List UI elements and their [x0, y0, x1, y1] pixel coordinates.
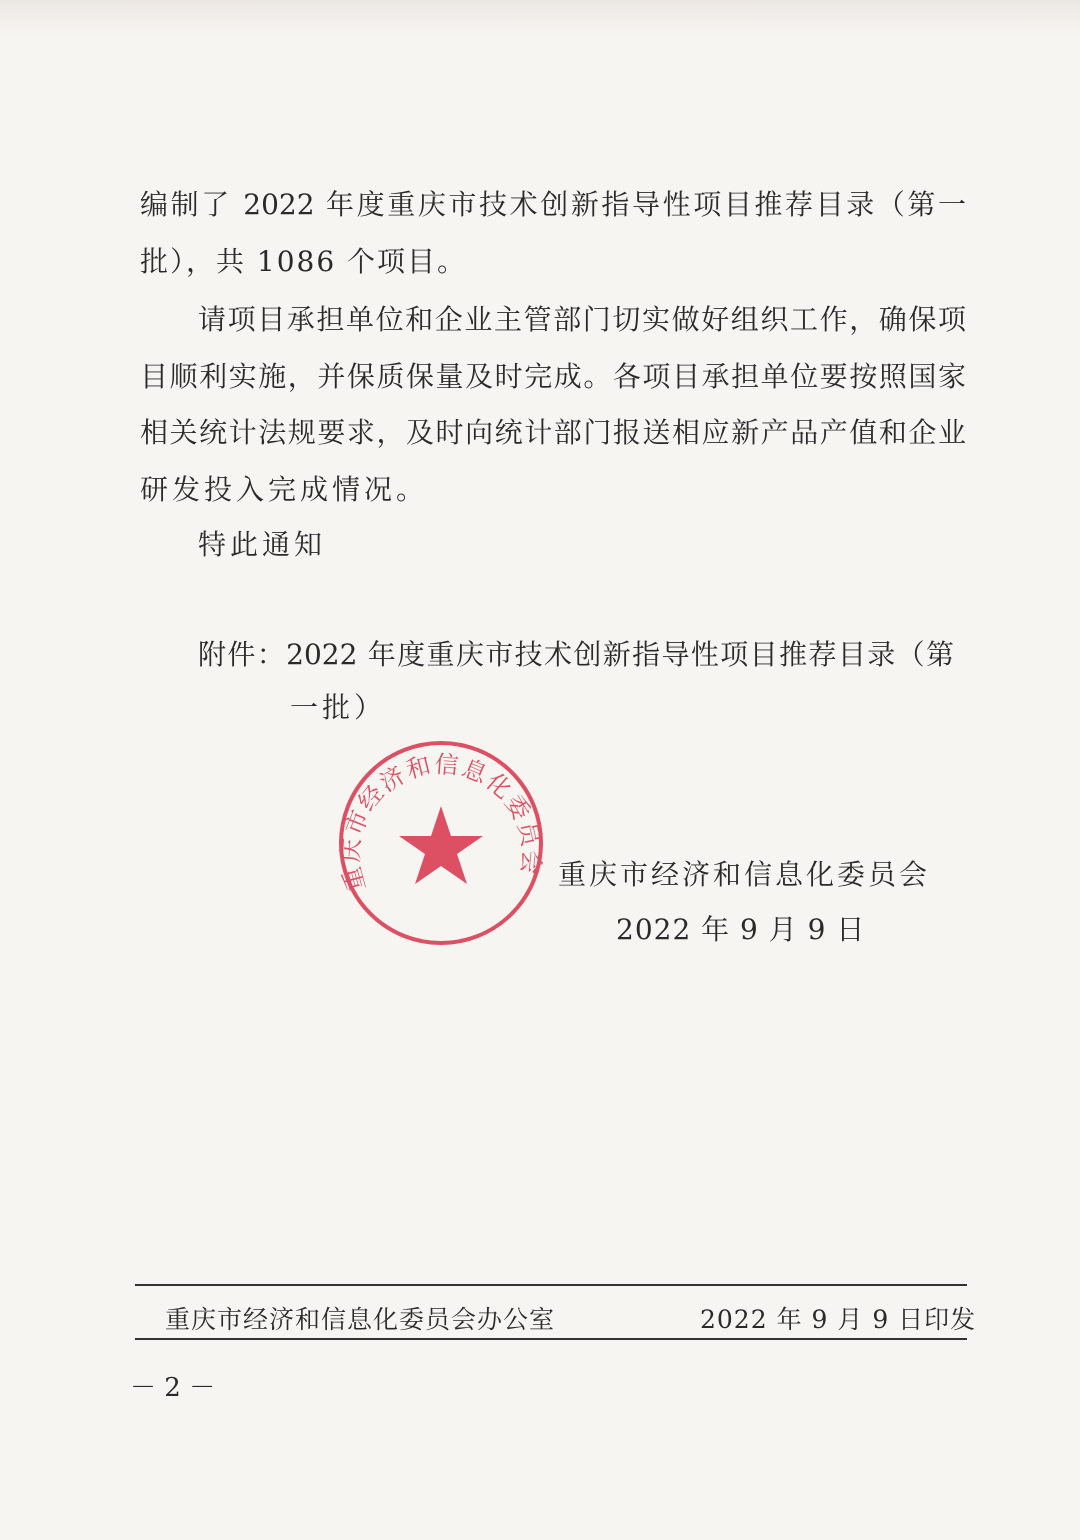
- footer-top-rule: [135, 1284, 967, 1286]
- official-seal: [336, 738, 546, 948]
- seal-text: 重庆市经济和信息化委员会: [336, 750, 546, 895]
- footer-issuer: 重庆市经济和信息化委员会办公室: [165, 1305, 556, 1334]
- signature-org: 重庆市经济和信息化委员会: [558, 858, 931, 891]
- signature-date: 2022 年 9 月 9 日: [616, 913, 866, 946]
- para2-line3: 相关统计法规要求，及时向统计部门报送相应新产品产值和企业: [140, 416, 966, 449]
- attachment-line1: 附件：2022 年度重庆市技术创新指导性项目推荐目录（第: [198, 638, 954, 671]
- footer-issue-date: 2022 年 9 月 9 日印发: [700, 1305, 977, 1334]
- para2-line2: 目顺利实施，并保质保量及时完成。各项目承担单位要按照国家: [140, 360, 966, 393]
- attachment-line2: 一批）: [290, 691, 387, 724]
- para1-line1: 编制了 2022 年度重庆市技术创新指导性项目推荐目录（第一: [140, 188, 966, 221]
- closing: 特此通知: [198, 528, 327, 561]
- para2-line4: 研发投入完成情况。: [140, 473, 429, 506]
- para1-line2: 批），共 1086 个项目。: [140, 245, 468, 278]
- para2-line1: 请项目承担单位和企业主管部门切实做好组织工作，确保项: [198, 303, 966, 336]
- scan-edge: [0, 0, 1080, 36]
- page-number: － 2 －: [130, 1373, 216, 1403]
- footer-bottom-rule: [135, 1338, 967, 1340]
